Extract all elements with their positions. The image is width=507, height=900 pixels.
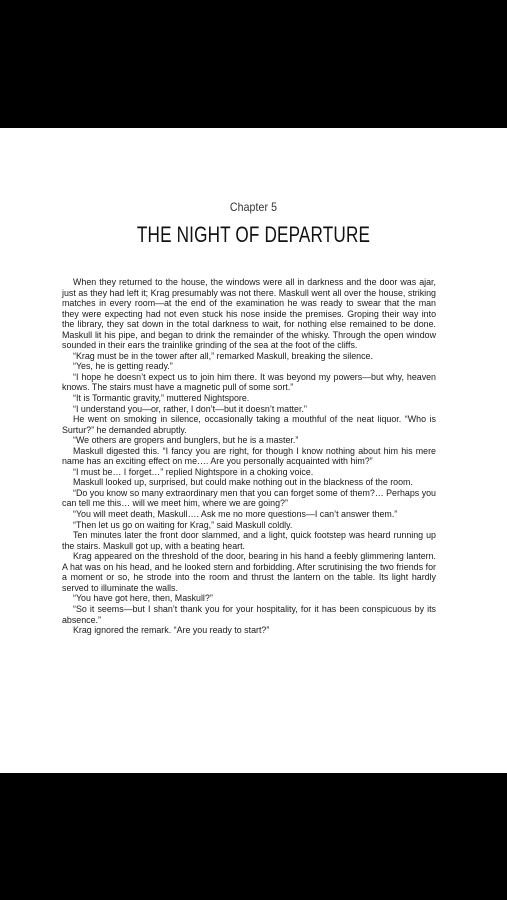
paragraph: When they returned to the house, the windows were all in darkness and the door was ajar, just as they had left it; Krag presumably was not there. Maskull went all over the house, striking matches in every room—at the end of the examination he was ready to swear that the man they were expecting had not even stuck his nose inside the premises. Groping their way into the library, they sat down in the total darkness to wait, for nothing else remained to be done. Maskull lit his pipe, and began to drink the remainder of the whisky. Through the open window sounded in their ears the trainlike grinding of the sea at the foot of the cliffs. bbox=[62, 277, 436, 351]
paragraph: “We others are gropers and bunglers, but he is a master.” bbox=[73, 435, 299, 446]
paragraph: Krag ignored the remark. “Are you ready to start?” bbox=[73, 625, 270, 636]
paragraph: Maskull looked up, surprised, but could make nothing out in the blackness of the room. bbox=[73, 477, 413, 488]
paragraph: “I hope he doesn’t expect us to join him there. It was beyond my powers—but why, heaven knows. The stairs must have a magnetic pull of some sort.” bbox=[62, 371, 436, 393]
paragraph: “Do you know so many extraordinary men that you can forget some of them?… Perhaps you can tell me this… will we meet him, where we are going?” bbox=[62, 487, 436, 509]
paragraph: “Yes, he is getting ready.” bbox=[73, 361, 173, 372]
paragraph: “I understand you—or, rather, I don’t—but it doesn’t matter.” bbox=[73, 403, 307, 414]
paragraph: “So it seems—but I shan’t thank you for your hospitality, for it has been conspicuous by its absence.” bbox=[62, 603, 436, 625]
chapter-label: Chapter 5 bbox=[229, 200, 278, 214]
paragraph: “It is Tormantic gravity,” muttered Nightspore. bbox=[73, 393, 250, 404]
paragraph: “You will meet death, Maskull…. Ask me no more questions—I can’t answer them.” bbox=[73, 509, 398, 520]
paragraph: “You have got here, then, Maskull?” bbox=[73, 593, 213, 604]
chapter-body bbox=[62, 277, 436, 636]
book-page bbox=[0, 128, 507, 773]
paragraph: Ten minutes later the front door slammed, and a light, quick footstep was heard running up the stairs. Maskull got up, with a beating heart. bbox=[62, 530, 436, 551]
paragraph: “Krag must be in the tower after all,” remarked Maskull, breaking the silence. bbox=[73, 350, 373, 361]
paragraph: “Then let us go on waiting for Krag,” said Maskull coldly. bbox=[73, 519, 293, 530]
paragraph: Krag appeared on the threshold of the door, bearing in his hand a feebly glimmering lantern. A hat was on his head, and he looked stern and forbidding. After scrutinising the two friends for a moment or so, he strode into the room and thrust the lantern on the table. Its light hardly served to illuminate the walls. bbox=[62, 551, 436, 593]
paragraph: He went on smoking in silence, occasionally taking a mouthful of the neat liquor. “Who is Surtur?” he demanded abruptly. bbox=[62, 414, 436, 435]
chapter-title: THE NIGHT OF DEPARTURE bbox=[136, 222, 371, 247]
paragraph: “I must be… I forget…” replied Nightspore in a choking voice. bbox=[73, 466, 314, 477]
paragraph: Maskull digested this. “I fancy you are right, for though I know nothing about him his mere name has an exciting effect on me…. Are you personally acquainted with him?” bbox=[62, 445, 436, 467]
